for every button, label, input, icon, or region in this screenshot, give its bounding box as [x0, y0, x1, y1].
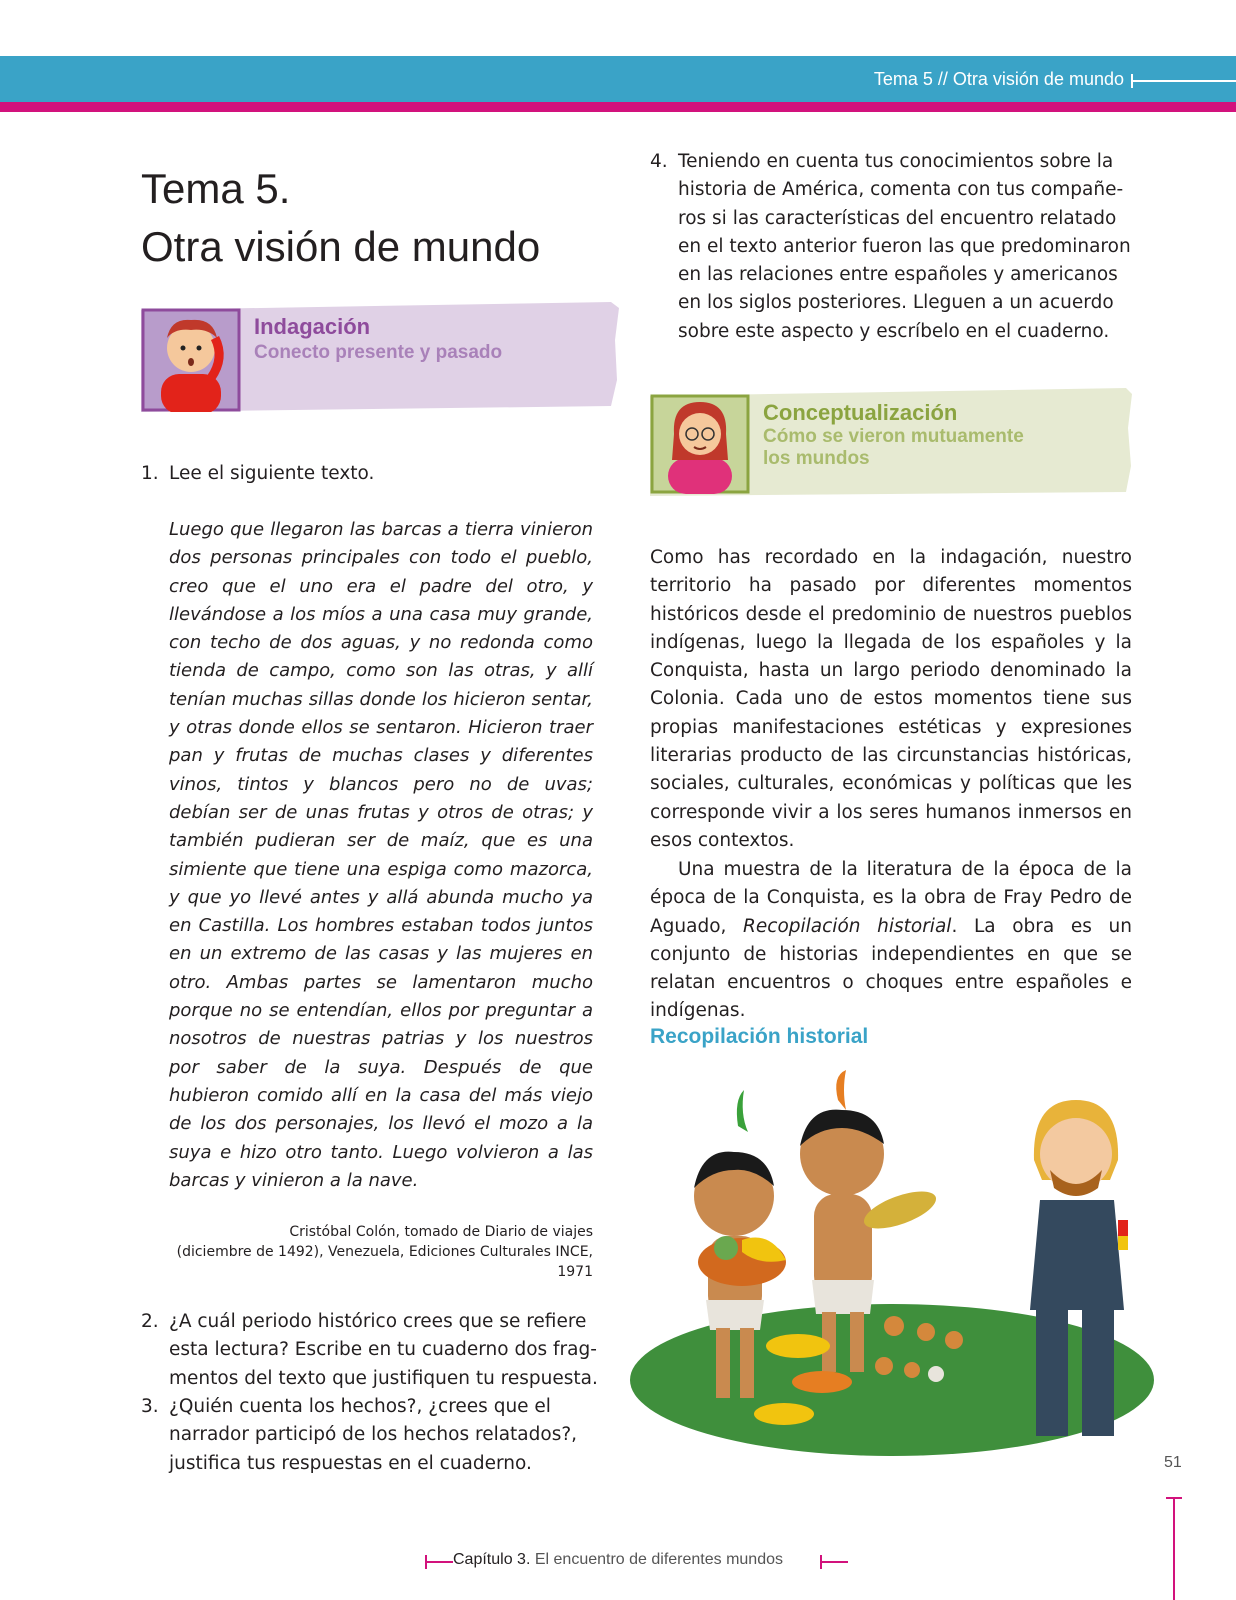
conceptualizacion-subtitle-line-1: Cómo se vieron mutuamente	[763, 426, 1024, 447]
paragraph-2-before: Una muestra de la literatura de la época de la época de la Conquista, es la obra de Fray Pedro de Aguado,	[650, 859, 1132, 937]
encounter-illustration	[630, 1070, 1162, 1470]
header-rule	[1131, 80, 1236, 82]
header-magenta-stripe	[0, 102, 1236, 112]
quote-citation-line-2: (diciembre de 1492), Venezuela, Ediciones Culturales INCE, 1971	[176, 1244, 593, 1280]
page-number: 51	[1164, 1454, 1182, 1471]
question-2-line-1: ¿A cuál periodo histórico crees que se refiere	[169, 1311, 587, 1332]
quote-citation	[140, 1222, 593, 1282]
question-2-line-2: esta lectura? Escribe en tu cuaderno dos frag-	[169, 1339, 597, 1361]
conceptualizacion-subtitle-line-2: los mundos	[763, 448, 870, 469]
question-3-text	[169, 1393, 577, 1478]
quoted-text: Luego que llegaron las barcas a tierra vinieron dos personas principales con todo el pueblo, creo que el uno era el padre del otro, y llevándose a los míos a una casa muy grande, con techo de dos aguas, y no redonda como tienda de campo, como son las otras, y allí tenían muchas sillas donde los hicieron sentar, y otras donde ellos se sentaron. Hicieron traer pan y frutas de muchas clases y diferentes vinos, tintos y blancos pero no de uvas; debían ser de unas frutas y otros de otras; y también pudieran ser de maíz, que es una simiente que tiene una espiga como mazorca, y que yo llevé antes y allá abunda mucho ya en Castilla. Los hombres estaban todos juntos en un extremo de las casas y las mujeres en otro. Ambas partes se lamentaron mucho porque no se entendían, ellos por preguntar a nosotros de nuestras patrias y los nuestros por saber de la suya. Después de que hubieron comido allí en la casa del más viejo de los dos personajes, los llevó el mozo a la suya e hizo otro tanto. Luego volvieron a las barcas y vinieron a la nave.	[169, 519, 593, 1191]
question-4-line-7: sobre este aspecto y escríbelo en el cuaderno.	[678, 320, 1110, 342]
page-title	[141, 160, 540, 276]
footer	[0, 1551, 1236, 1569]
paragraph-2-after: . La obra es un conjunto de historias independientes en que se relatan encuentros o choques entre españoles e indígenas.	[650, 915, 1132, 1022]
question-3-line-2: narrador participó de los hechos relatados?,	[169, 1424, 578, 1446]
footer-right-tick	[820, 1555, 822, 1569]
question-4-line-4: en el texto anterior fueron las que predominaron	[678, 235, 1131, 257]
paragraph-2-work-title: Recopilación historial	[743, 915, 952, 937]
question-3-line-1: ¿Quién cuenta los hechos?, ¿crees que el	[169, 1396, 551, 1417]
paragraph-2	[650, 856, 1132, 1026]
footer-right-rule	[820, 1561, 848, 1563]
conceptualizacion-title: Conceptualización	[763, 400, 958, 425]
indagacion-title: Indagación	[254, 314, 371, 339]
paragraph-1: Como has recordado en la indagación, nuestro territorio ha pasado por diferentes momentos históricos desde el predominio de nuestros pueblos indígenas, luego la llegada de los españoles y la Conquista, hasta un largo periodo denominado la Colonia. Cada uno de estos momentos tiene sus propias manifestaciones estéticas y expresiones literarias producto de las circunstancias históricas, sociales, culturales, económicas y políticas que les corresponde vivir a los seres humanos inmersos en esos contextos.	[650, 547, 1132, 851]
question-4-line-2: historia de América, comenta con tus compañe-	[678, 179, 1124, 201]
footer-chapter: Capítulo 3.	[453, 1551, 531, 1568]
question-4-text	[678, 148, 1131, 346]
conceptualizacion-subtitle	[763, 426, 1024, 470]
footer-chapter-title: El encuentro de diferentes mundos	[534, 1551, 783, 1568]
question-2-text	[169, 1308, 598, 1393]
running-title: Tema 5 // Otra visión de mundo	[873, 69, 1124, 89]
question-1-number: 1.	[141, 463, 159, 484]
page-title-line-2: Otra visión de mundo	[141, 223, 541, 270]
white-chicken-icon	[928, 1366, 944, 1382]
thinking-boy-icon	[141, 308, 241, 412]
question-3-line-3: justifica tus respuestas en el cuaderno.	[169, 1452, 532, 1474]
thinking-girl-icon	[650, 394, 750, 494]
question-4-line-6: en los siglos posteriores. Lleguen a un acuerdo	[678, 292, 1114, 314]
question-1-text: Lee el siguiente texto.	[169, 463, 375, 484]
quote-citation-line-1: Cristóbal Colón, tomado de Diario de viajes	[289, 1224, 593, 1240]
question-4-line-1: Teniendo en cuenta tus conocimientos sobre la	[678, 151, 1114, 172]
indagacion-banner	[141, 300, 621, 412]
question-4-line-3: ros si las características del encuentro relatado	[678, 207, 1117, 229]
indagacion-subtitle: Conecto presente y pasado	[254, 342, 503, 363]
page-marker-line	[1173, 1497, 1175, 1600]
conceptualizacion-banner	[650, 388, 1132, 496]
question-3-number: 3.	[141, 1396, 159, 1417]
question-4-number: 4.	[650, 151, 668, 172]
question-2-line-3: mentos del texto que justifiquen tu respuesta.	[169, 1367, 598, 1389]
page-title-line-1: Tema 5.	[141, 165, 291, 212]
question-4-line-5: en las relaciones entre españoles y americanos	[678, 264, 1118, 286]
question-2-number: 2.	[141, 1311, 159, 1332]
section-subheading: Recopilación historial	[650, 1025, 869, 1048]
